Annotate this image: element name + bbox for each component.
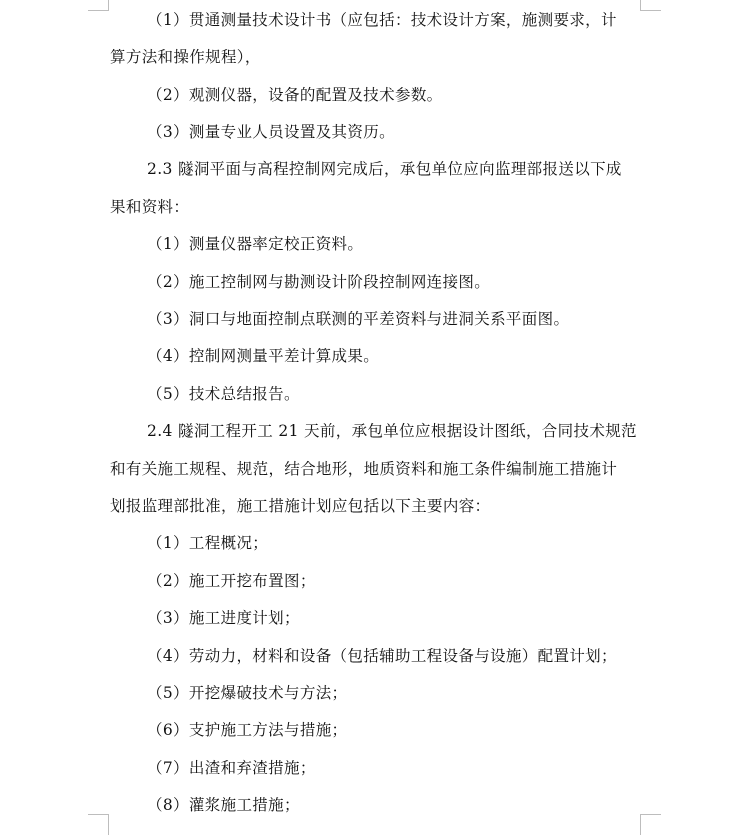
text-line: （4）劳动力，材料和设备（包括辅助工程设备与设施）配置计划；: [147, 647, 617, 665]
text-line: （3）洞口与地面控制点联测的平差资料与进洞关系平面图。: [147, 310, 570, 328]
text-line: （2）施工控制网与勘测设计阶段控制网连接图。: [147, 273, 491, 291]
page-corner-mark: [640, 0, 661, 11]
text-line: （8）灌浆施工措施；: [147, 796, 300, 814]
section-heading: 2.4 隧洞工程开工 21 天前，承包单位应根据设计图纸，合同技术规范: [147, 422, 637, 440]
text-line: （5）技术总结报告。: [147, 385, 300, 403]
page-corner-mark: [88, 0, 109, 11]
text-line: （6）支护施工方法与措施；: [147, 721, 348, 739]
section-heading: 2.3 隧洞平面与高程控制网完成后，承包单位应向监理部报送以下成: [147, 160, 622, 178]
text-line: （2）施工开挖布置图；: [147, 572, 316, 590]
page-corner-mark: [640, 814, 661, 835]
page-corner-mark: [88, 814, 109, 835]
text-line: （1）测量仪器率定校正资料。: [147, 235, 364, 253]
text-line: 划报监理部批准，施工措施计划应包括以下主要内容：: [110, 497, 491, 515]
text-line: 果和资料：: [110, 198, 190, 216]
text-line: 算方法和操作规程），: [110, 48, 261, 66]
text-line: （4）控制网测量平差计算成果。: [147, 347, 380, 365]
text-line: 和有关施工规程、规范，结合地形，地质资料和施工条件编制施工措施计: [110, 460, 618, 478]
text-line: （7）出渣和弃渣措施；: [147, 759, 316, 777]
text-line: （3）施工进度计划；: [147, 609, 300, 627]
text-line: （5）开挖爆破技术与方法；: [147, 684, 348, 702]
text-line: （1）贯通测量技术设计书（应包括：技术设计方案，施测要求，计: [147, 11, 617, 29]
text-line: （1）工程概况；: [147, 534, 269, 552]
text-line: （2）观测仪器，设备的配置及技术参数。: [147, 86, 443, 104]
text-line: （3）测量专业人员设置及其资历。: [147, 123, 395, 141]
